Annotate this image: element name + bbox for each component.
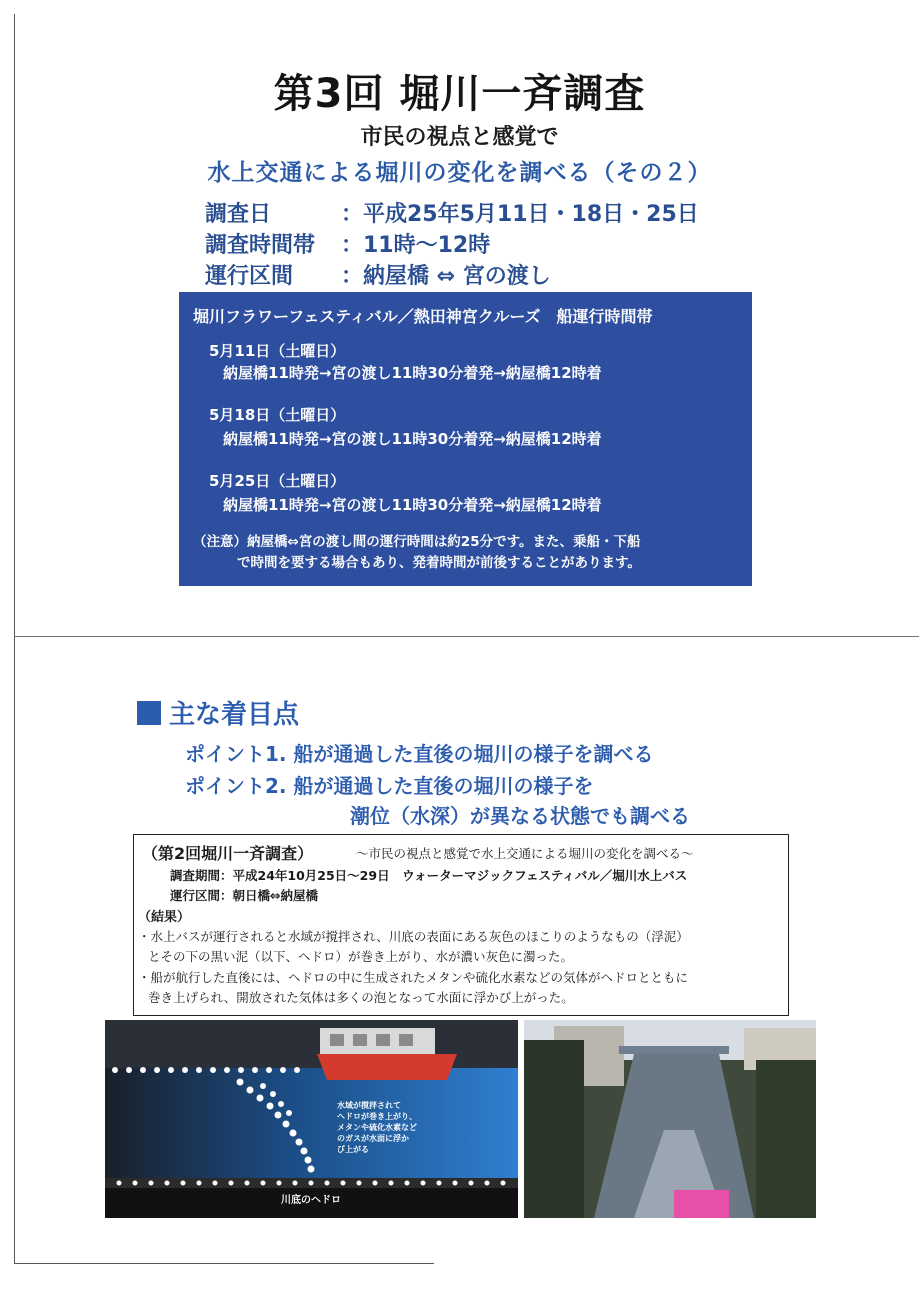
diagram-sky — [105, 1020, 518, 1068]
point-2-cont: 潮位（水深）が異なる状態でも調べる — [350, 804, 690, 828]
page-frame-bottom — [14, 1263, 434, 1264]
page-title: 第3回 堀川一斉調査 — [273, 71, 646, 117]
schedule-date: 5月25日（土曜日） — [209, 472, 346, 490]
info-label: 調査時間帯 — [205, 233, 316, 258]
schedule-route: 納屋橋11時発→宮の渡し11時30分着発→納屋橋12時着 — [223, 364, 602, 382]
svg-text:メタンや硫化水素など: メタンや硫化水素など — [337, 1123, 417, 1132]
info-value: ：平成25年5月11日・18日・25日 — [341, 202, 699, 227]
schedule-box — [179, 292, 752, 586]
info-row-time — [205, 228, 490, 259]
previous-route: 運行区間：朝日橋⇔納屋橋 — [170, 888, 318, 903]
svg-text:水域が撹拌されて: 水域が撹拌されて — [337, 1101, 401, 1110]
schedule-date: 5月11日（土曜日） — [209, 342, 346, 360]
boat-window — [399, 1034, 413, 1046]
svg-text:ヘドロが巻き上がり、: ヘドロが巻き上がり、 — [337, 1112, 417, 1121]
svg-text:のガスが水面に浮か: のガスが水面に浮か — [337, 1134, 409, 1143]
page-subtitle-theme: 水上交通による堀川の変化を調べる（その２） — [207, 160, 712, 186]
boat-window — [353, 1034, 367, 1046]
result-item-cont: とその下の黒い泥（以下、ヘドロ）が巻き上がり、水が濃い灰色に濁った。 — [148, 949, 574, 964]
photo-trees-left — [524, 1040, 584, 1218]
sediment-diagram — [105, 1020, 518, 1218]
diagram-water — [105, 1068, 518, 1178]
point-2: ポイント2. 船が通過した直後の堀川の様子を — [185, 774, 594, 798]
info-row-date — [205, 197, 699, 228]
boat-hull — [317, 1054, 457, 1080]
result-item: ・水上バスが運行されると水域が撹拌され、川底の表面にある灰色のほこりのようなもの（浮泥） — [138, 929, 689, 944]
section-title-text: 主な着目点 — [169, 700, 300, 730]
photo-boat-bow — [674, 1190, 729, 1218]
section-title — [137, 694, 299, 731]
schedule-date: 5月18日（土曜日） — [209, 406, 346, 424]
point-1: ポイント1. 船が通過した直後の堀川の様子を調べる — [185, 742, 654, 766]
schedule-route: 納屋橋11時発→宮の渡し11時30分着発→納屋橋12時着 — [223, 496, 602, 514]
info-row-route — [205, 259, 551, 290]
result-item: ・船が航行した直後には、ヘドロの中に生成されたメタンや硫化水素などの気体がヘドロとともに — [138, 970, 689, 985]
svg-text:び上がる: び上がる — [337, 1145, 369, 1154]
schedule-note: で時間を要する場合もあり、発着時間が前後することがあります。 — [237, 555, 641, 571]
info-label: 調査日 — [205, 202, 272, 227]
photo-trees-right — [756, 1060, 816, 1218]
previous-survey-box — [133, 834, 789, 1016]
page-subtitle: 市民の視点と感覚で — [360, 125, 559, 150]
result-item-cont: 巻き上げられ、開放された気体は多くの泡となって水面に浮かび上がった。 — [148, 990, 574, 1005]
schedule-note: （注意）納屋橋⇔宮の渡し間の運行時間は約25分です。また、乗船・下船 — [193, 534, 641, 550]
photo-bridge — [619, 1046, 729, 1054]
info-value: ：11時～12時 — [341, 233, 491, 258]
schedule-route: 納屋橋11時発→宮の渡し11時30分着発→納屋橋12時着 — [223, 430, 602, 448]
previous-heading-sub: ～市民の視点と感覚で水上交通による堀川の変化を調べる～ — [356, 846, 694, 861]
boat-window — [330, 1034, 344, 1046]
previous-heading: （第2回堀川一斉調査） — [142, 844, 314, 863]
page-frame-left — [14, 14, 15, 1264]
river-photo — [524, 1020, 816, 1218]
results-label: （結果） — [138, 910, 191, 925]
boat-window — [376, 1034, 390, 1046]
previous-period: 調査期間：平成24年10月25日～29日 ウォーターマジックフェスティバル／堀川水上バス — [170, 868, 688, 883]
square-bullet-icon — [137, 701, 161, 725]
diagram-bottom-label: 川底のヘドロ — [281, 1195, 341, 1206]
page-divider — [14, 636, 919, 637]
info-value: ：納屋橋 ⇔ 宮の渡し — [341, 264, 551, 289]
info-label: 運行区間 — [205, 264, 294, 289]
schedule-heading: 堀川フラワーフェスティバル／熱田神宮クルーズ 船運行時間帯 — [193, 307, 653, 326]
